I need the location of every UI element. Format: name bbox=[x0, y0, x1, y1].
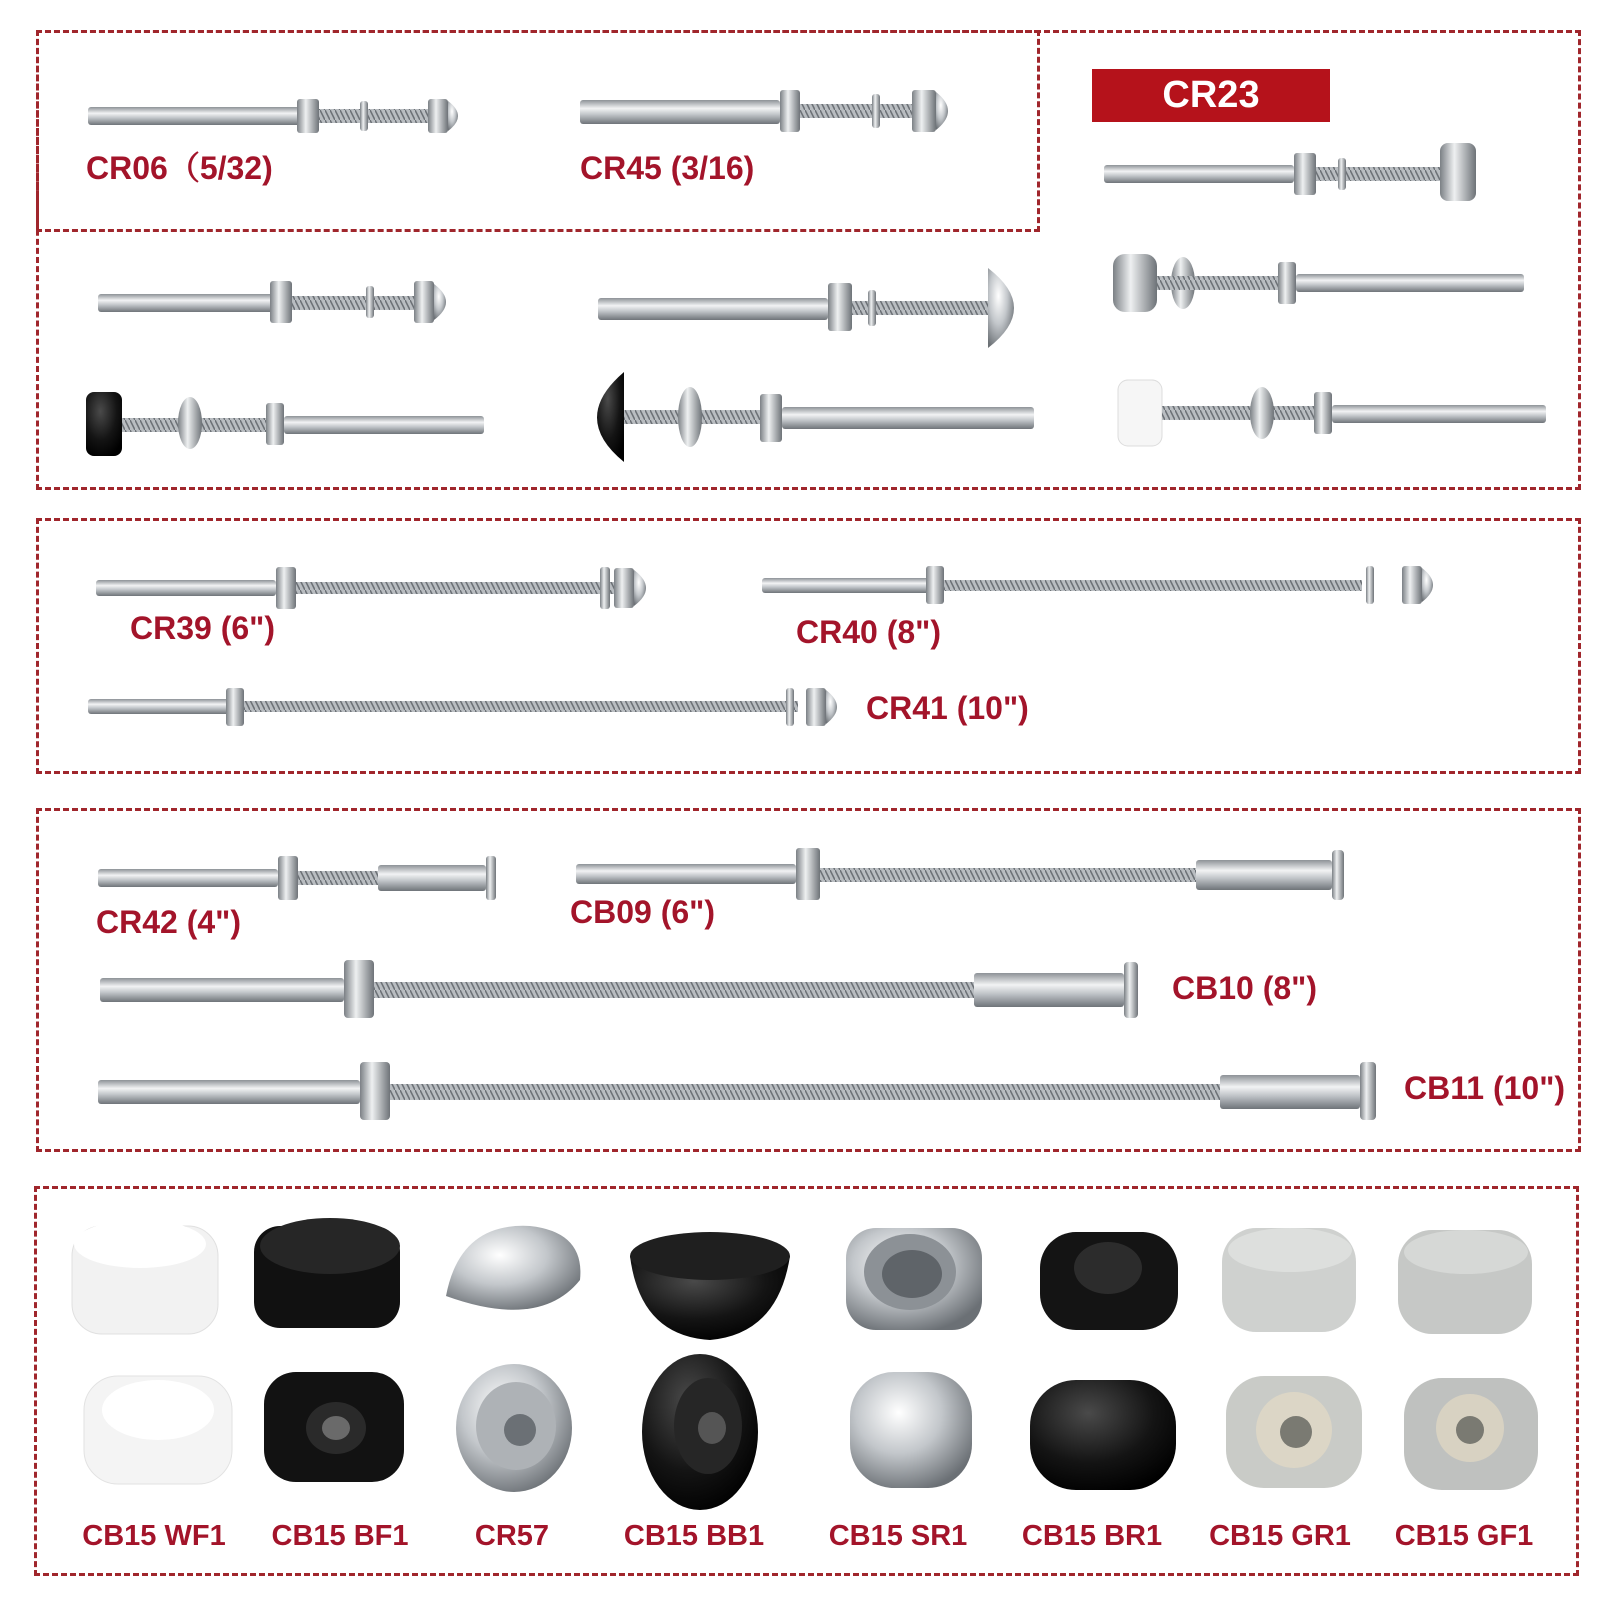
label-cr45: CR45 (3/16) bbox=[580, 150, 755, 186]
cap-label-gr1: CB15 GR1 bbox=[1209, 1520, 1351, 1552]
label-cr39: CR39 (6") bbox=[130, 610, 275, 646]
cr23-badge: CR23 bbox=[1092, 69, 1330, 122]
label-cr06: CR06（5/32) bbox=[86, 150, 273, 186]
cap-label-bf1: CB15 BF1 bbox=[271, 1520, 409, 1552]
cap-label-bb1: CB15 BB1 bbox=[623, 1520, 765, 1552]
caps-frame bbox=[34, 1186, 1579, 1576]
label-cr42: CR42 (4") bbox=[96, 904, 241, 940]
label-cb09: CB09 (6") bbox=[570, 894, 715, 930]
cap-label-gf1: CB15 GF1 bbox=[1394, 1520, 1534, 1552]
label-cb11: CB11 (10") bbox=[1404, 1070, 1566, 1106]
cap-label-wf1: CB15 WF1 bbox=[82, 1520, 226, 1552]
label-cb10: CB10 (8") bbox=[1172, 970, 1317, 1006]
label-cr41: CR41 (10") bbox=[866, 690, 1029, 726]
group1-cr06-cr45-subframe bbox=[36, 30, 1040, 232]
cap-label-cr57: CR57 bbox=[474, 1520, 550, 1552]
label-cr40: CR40 (8") bbox=[796, 614, 941, 650]
group3-frame bbox=[36, 808, 1581, 1152]
cap-label-br1: CB15 BR1 bbox=[1021, 1520, 1163, 1552]
cap-label-sr1: CB15 SR1 bbox=[828, 1520, 968, 1552]
